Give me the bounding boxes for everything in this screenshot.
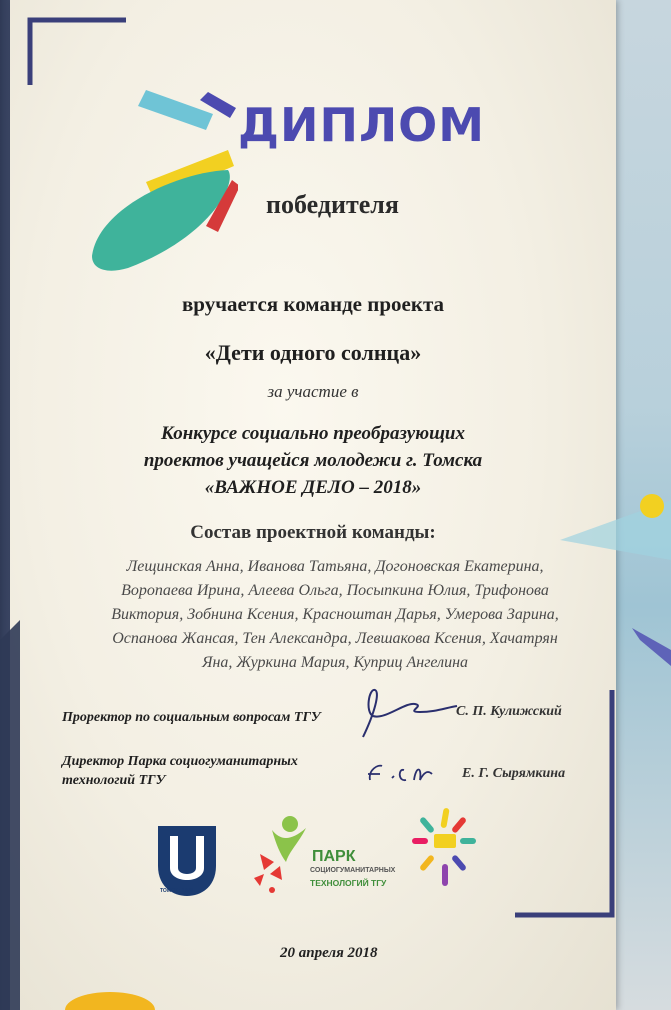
park-logo-name: ПАРК [312,848,356,865]
signatory-title: Проректор по социальным вопросам ТГУ [62,710,321,725]
project-name: «Дети одного солнца» [204,340,422,365]
diploma-title: ДИПЛОМ [238,98,486,152]
contest-logo-icon [410,806,480,896]
tsu-logo-caption: ТОМСК · 1878 [160,888,194,894]
signatory-title [62,752,298,790]
signatory-name: С. П. Кулижский [456,704,562,719]
team-heading: Состав проектной команды: [190,522,436,543]
sunburst-logo-icon [88,88,238,278]
awarded-line: вручается команде проекта [181,292,445,316]
contest-name [10,420,616,501]
contest-line: «ВАЖНОЕ ДЕЛО – 2018» [204,477,422,498]
for-line: за участие в [267,382,359,401]
signatory-name: Е. Г. Сырямкина [462,766,566,781]
park-logo-line: СОЦИОГУМАНИТАРНЫХ [310,867,396,874]
contest-line: проектов учащейся молодежи г. Томска [143,450,483,471]
signatory-title-line: технологий ТГУ [62,773,166,788]
handwritten-signature [362,752,442,792]
team-members: Лещинская Анна, Иванова Татьяна, Догоновская Екатерина, Воропаева Ирина, Алеева Ольга, Посыпкина Юлия, Трифонова Виктория, Зобнина Ксения, Красноштан Дарья, Умерова Зарина, Оспанова Жансая, Тен Александра, Левшакова Ксения, Хачатрян Яна, Журкина Мария, Куприц Ангелина [111,558,559,671]
park-logo-line: ТЕХНОЛОГИЙ ТГУ [310,878,387,888]
handwritten-signature [345,682,465,742]
park-logo-icon [250,810,310,896]
diploma-subtitle: победителя [266,190,399,219]
issue-date: 20 апреля 2018 [280,945,378,961]
contest-line: Конкурсе социально преобразующих [161,423,465,444]
signatory-title-line: Директор Парка социогуманитарных [62,754,298,769]
